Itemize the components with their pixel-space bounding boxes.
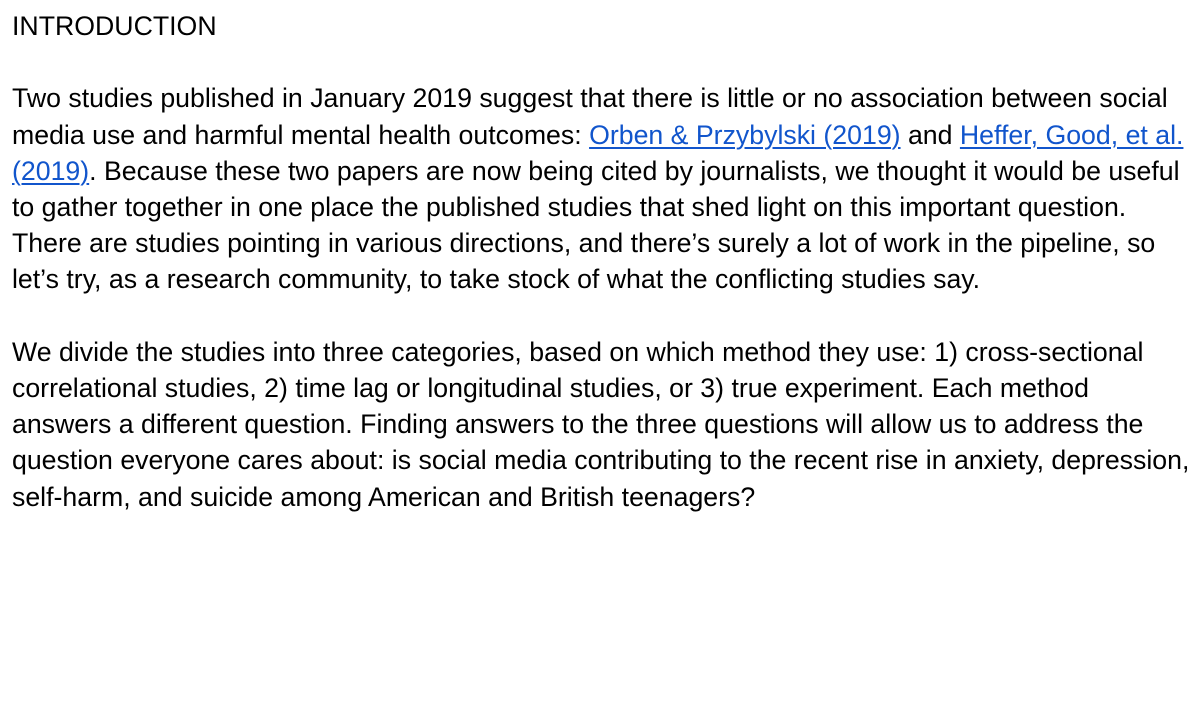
intro-text-part-3: . Because these two papers are now being cited by journalists, we thought it would be useful to gather together in one place the published studies that shed light on this important question. There are studies pointing in various directions, and there’s surely a lot of work in the pipeline, so let’s try, as a research community, to take stock of what the conflicting studies say. <box>12 155 1180 295</box>
intro-paragraph <box>12 80 1192 297</box>
intro-text-part-2: and <box>900 119 960 150</box>
blank-line <box>12 298 1192 334</box>
orben-przybylski-link[interactable]: Orben & Przybylski (2019) <box>589 119 901 150</box>
blank-line <box>12 44 1192 80</box>
section-heading: INTRODUCTION <box>12 11 217 41</box>
heffer-good-link[interactable]: Heffer, Good, et al. (2019) <box>12 119 1184 186</box>
intro-text-part-1: Two studies published in January 2019 suggest that there is little or no association between social media use and harmful mental health outcomes: <box>12 83 1168 150</box>
document-body <box>12 8 1192 515</box>
method-paragraph: We divide the studies into three categories, based on which method they use: 1) cross-sectional correlational studies, 2) time lag or longitudinal studies, or 3) true experiment. Each method answers a different question. Finding answers to the three questions will allow us to address the question everyone cares about: is social media contributing to the recent rise in anxiety, depression, self-harm, and suicide among American and British teenagers? <box>12 336 1190 512</box>
